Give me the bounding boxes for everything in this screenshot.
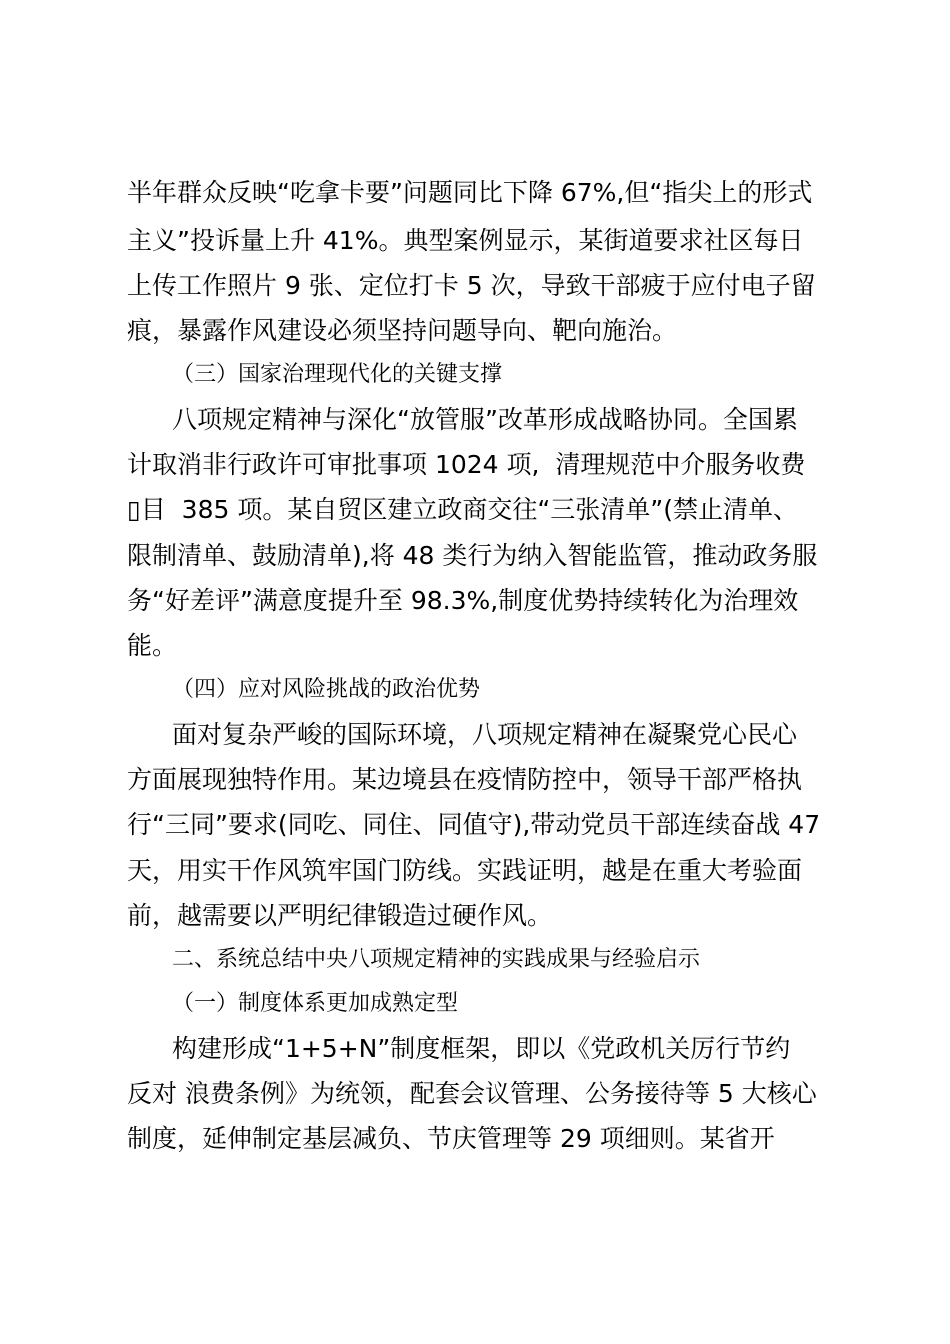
section-heading-1: （一）制度体系更加成熟定型: [172, 991, 459, 1016]
body-line-11: 能。: [127, 631, 178, 660]
body-line-1: 半年群众反映“吃拿卡要”问题同比下降 67%,但“指尖上的形式: [127, 178, 813, 207]
body-line-8-text: 目 385 项。某自贸区建立政商交往“三张清单”(禁止清单、: [140, 495, 798, 524]
body-line-10: 务“好差评”满意度提升至 98.3%,制度优势持续转化为治理效: [127, 586, 799, 615]
body-line-7: 计取消非行政许可审批事项 1024 项, 清理规范中介服务收费: [127, 450, 806, 479]
section-heading-3: （三）国家治理现代化的关键支撑: [172, 362, 503, 387]
body-line-8: [127, 497, 798, 522]
body-line-14: 方面展现独特作用。某边境县在疫情防控中，领导干部严格执: [127, 765, 803, 794]
body-line-15: 行“三同”要求(同吃、同住、同值守),带动党员干部连续奋战 47: [127, 810, 821, 839]
body-line-3: 上传工作照片 9 张、定位打卡 5 次，导致干部疲于应付电子留: [127, 271, 816, 300]
body-line-6: 八项规定精神与深化“放管服”改革形成战略协同。全国累: [172, 405, 798, 434]
body-line-20: 构建形成“1+5+N”制度框架，即以《党政机关厉行节约: [172, 1034, 791, 1063]
body-line-16: 天，用实干作风筑牢国门防线。实践证明，越是在重大考验面: [127, 856, 803, 885]
body-line-4: 痕，暴露作风建设必须坚持问题导向、靶向施治。: [127, 316, 678, 345]
body-line-21: 反对 浪费条例》为统领，配套会议管理、公务接待等 5 大核心: [127, 1079, 817, 1108]
body-line-2: 主义”投诉量上升 41%。典型案例显示，某街道要求社区每日: [127, 226, 804, 255]
body-line-17: 前，越需要以严明纪律锻造过硬作风。: [127, 901, 553, 930]
section-heading-4: （四）应对风险挑战的政治优势: [172, 677, 481, 702]
body-line-9: 限制清单、鼓励清单),将 48 类行为纳入智能监管，推动政务服: [127, 541, 818, 570]
body-line-22: 制度，延伸制定基层减负、节庆管理等 29 项细则。某省开: [127, 1124, 775, 1153]
body-line-13: 面对复杂严峻的国际环境，八项规定精神在凝聚党心民心: [172, 720, 798, 749]
missing-glyph-box: ▯: [127, 495, 141, 524]
chapter-heading-2: 二、系统总结中央八项规定精神的实践成果与经验启示: [172, 947, 701, 972]
